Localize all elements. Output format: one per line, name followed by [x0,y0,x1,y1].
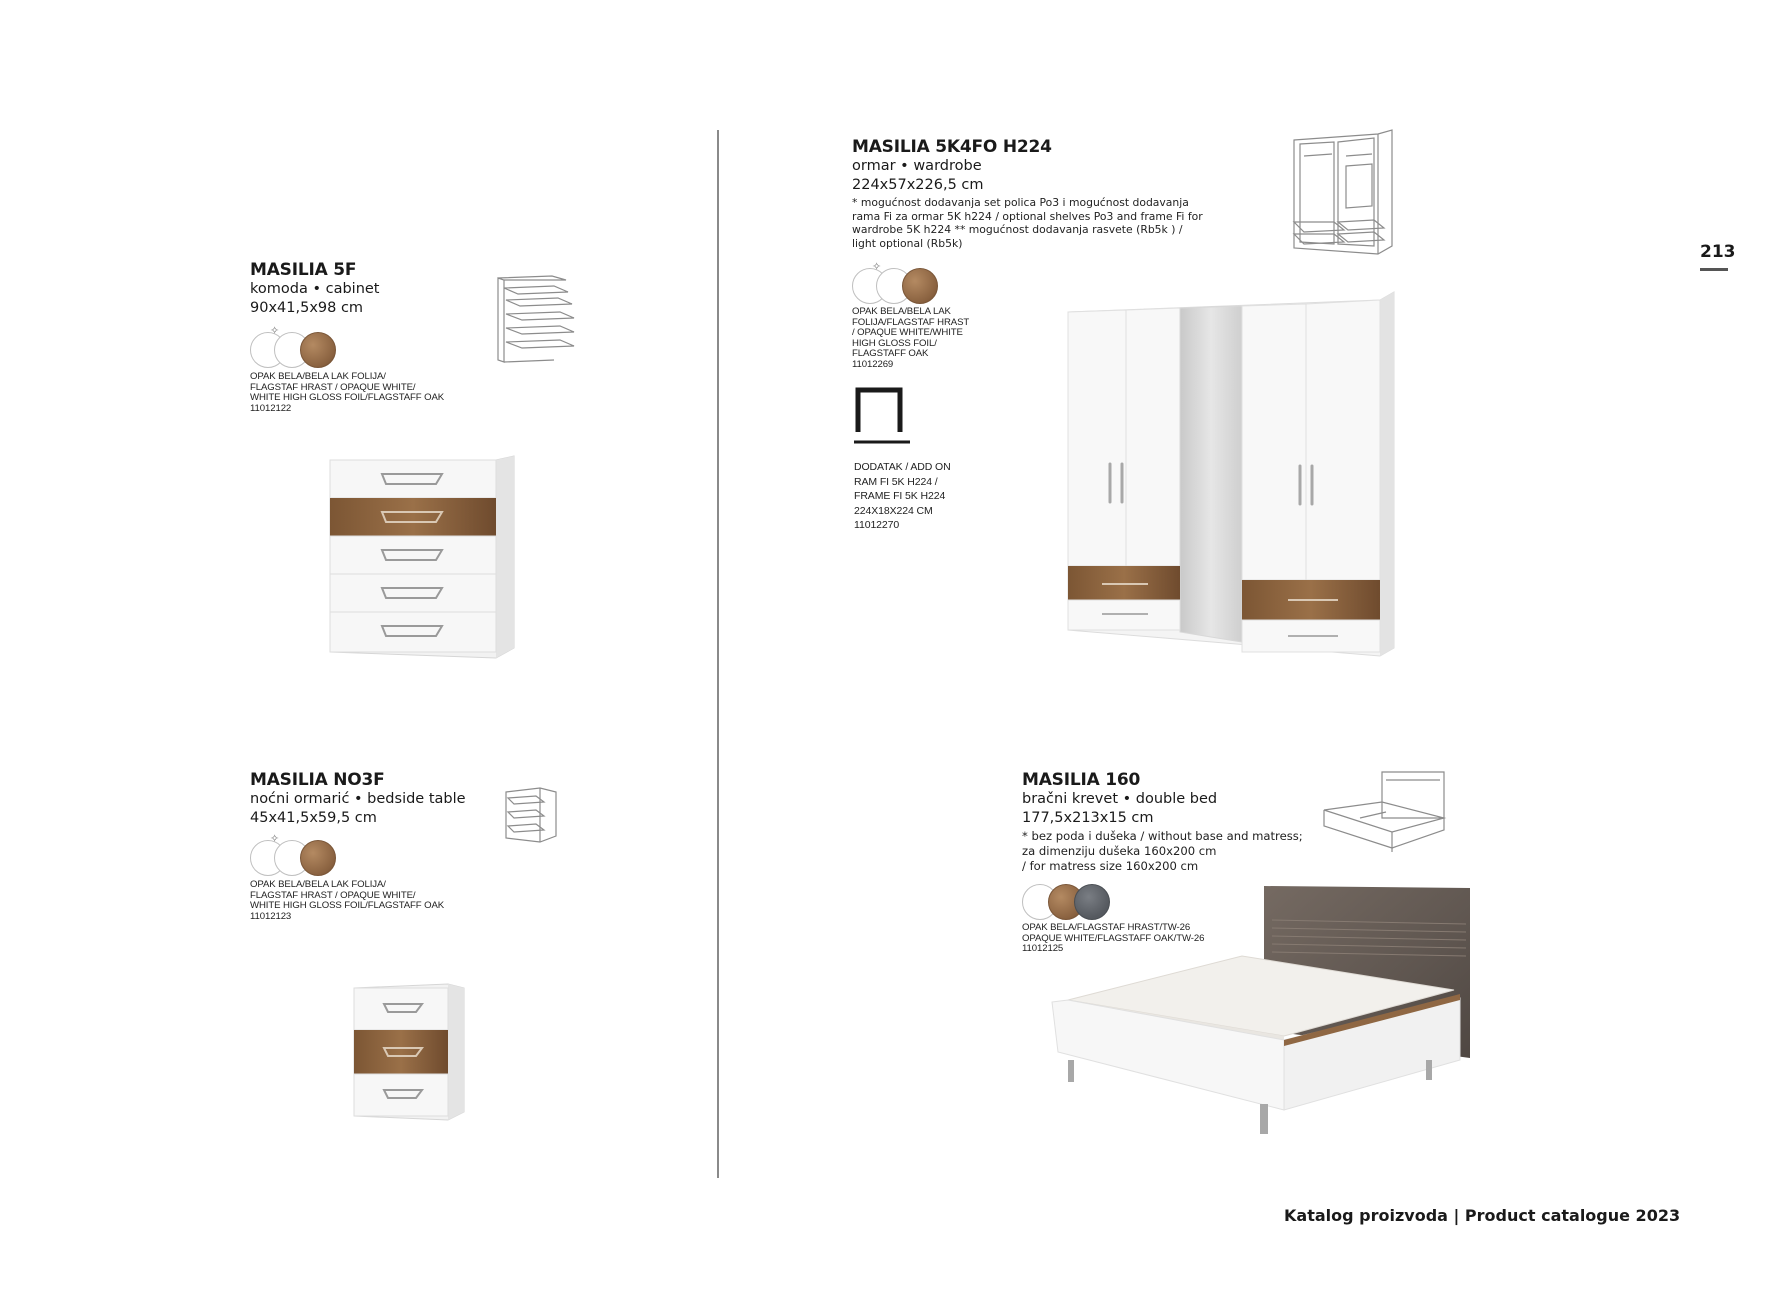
page-number-underline [1700,268,1728,271]
wardrobe-product-image [1062,288,1398,658]
product-subtitle: bračni krevet • double bed [1022,791,1218,807]
product-dimensions: 224x57x226,5 cm [852,177,984,193]
catalogue-footer: Katalog proizvoda | Product catalogue 2023 [1284,1206,1681,1225]
product-title: MASILIA 160 [1022,770,1141,790]
product-dimensions: 177,5x213x15 cm [1022,810,1154,826]
bed-product-image [1046,880,1470,1138]
addon-description: DODATAK / ADD ON RAM FI 5K H224 / FRAME FI 5K H224 224X18X224 CM 11012270 [854,461,951,532]
color-swatches [852,261,952,306]
finish-description: OPAK BELA/BELA LAK FOLIJA/FLAGSTAF HRAST / OPAQUE WHITE/WHITE HIGH GLOSS FOIL/ FLAGSTAFF OAK 11012269 [852,306,970,370]
product-code: 11012122 [250,402,292,414]
finish-description: OPAK BELA/FLAGSTAF HRAST/TW-26 OPAQUE WHITE/FLAGSTAFF OAK/TW-26 11012125 [1022,922,1205,954]
product-note: * bez poda i dušeka / without base and matress; za dimenziju dušeka 160x200 cm / for matress size 160x200 cm [1022,829,1303,873]
product-title: MASILIA NO3F [250,770,385,790]
product-cabinet [250,260,380,318]
gloss-sparkle-icon: ✧ [270,833,280,845]
cabinet-product-image [324,454,520,660]
product-code: 11012123 [250,910,292,922]
product-bedside [250,770,466,828]
finish-description: OPAK BELA/BELA LAK FOLIJA/ FLAGSTAF HRAST / OPAQUE WHITE/ WHITE HIGH GLOSS FOIL/FLAGSTAFF OAK 11012122 [250,371,445,414]
cabinet-line-drawing [494,274,580,364]
addon-code: 11012270 [854,519,900,532]
product-note: * mogućnost dodavanja set polica Po3 i mogućnost dodavanja rama Fi za ormar 5K h224 / optional shelves Po3 and frame Fi for wardrobe 5K h224 ** mogućnost dodavanja rasvete (Rb5k ) / light optional (Rb5k) [852,196,1203,250]
frame-addon-icon [852,384,912,446]
wardrobe-line-drawing [1286,126,1396,258]
product-subtitle: noćni ormarić • bedside table [250,791,466,807]
product-wardrobe [852,137,1203,250]
gloss-sparkle-icon: ✧ [270,325,280,337]
product-subtitle: ormar • wardrobe [852,158,982,174]
product-dimensions: 90x41,5x98 cm [250,300,364,316]
product-title: MASILIA 5F [250,260,357,280]
product-subtitle: komoda • cabinet [250,281,380,297]
bedside-product-image [350,980,470,1122]
finish-description: OPAK BELA/BELA LAK FOLIJA/ FLAGSTAF HRAST / OPAQUE WHITE/ WHITE HIGH GLOSS FOIL/FLAGSTAFF OAK 11012123 [250,879,445,922]
product-code: 11012269 [852,358,894,370]
gloss-sparkle-icon: ✧ [872,261,882,273]
product-title: MASILIA 5K4FO H224 [852,137,1052,157]
swatch-flagstaff-oak [300,840,336,876]
product-dimensions: 45x41,5x59,5 cm [250,810,377,826]
page-number: 213 [1700,242,1736,262]
bedside-line-drawing [500,784,562,846]
product-code: 11012125 [1022,943,1064,954]
swatch-flagstaff-oak [300,332,336,368]
swatch-flagstaff-oak [902,268,938,304]
product-bed [1022,770,1303,874]
page-divider [717,130,719,1178]
bed-line-drawing [1320,768,1448,852]
color-swatches [250,325,350,370]
color-swatches [250,833,350,878]
